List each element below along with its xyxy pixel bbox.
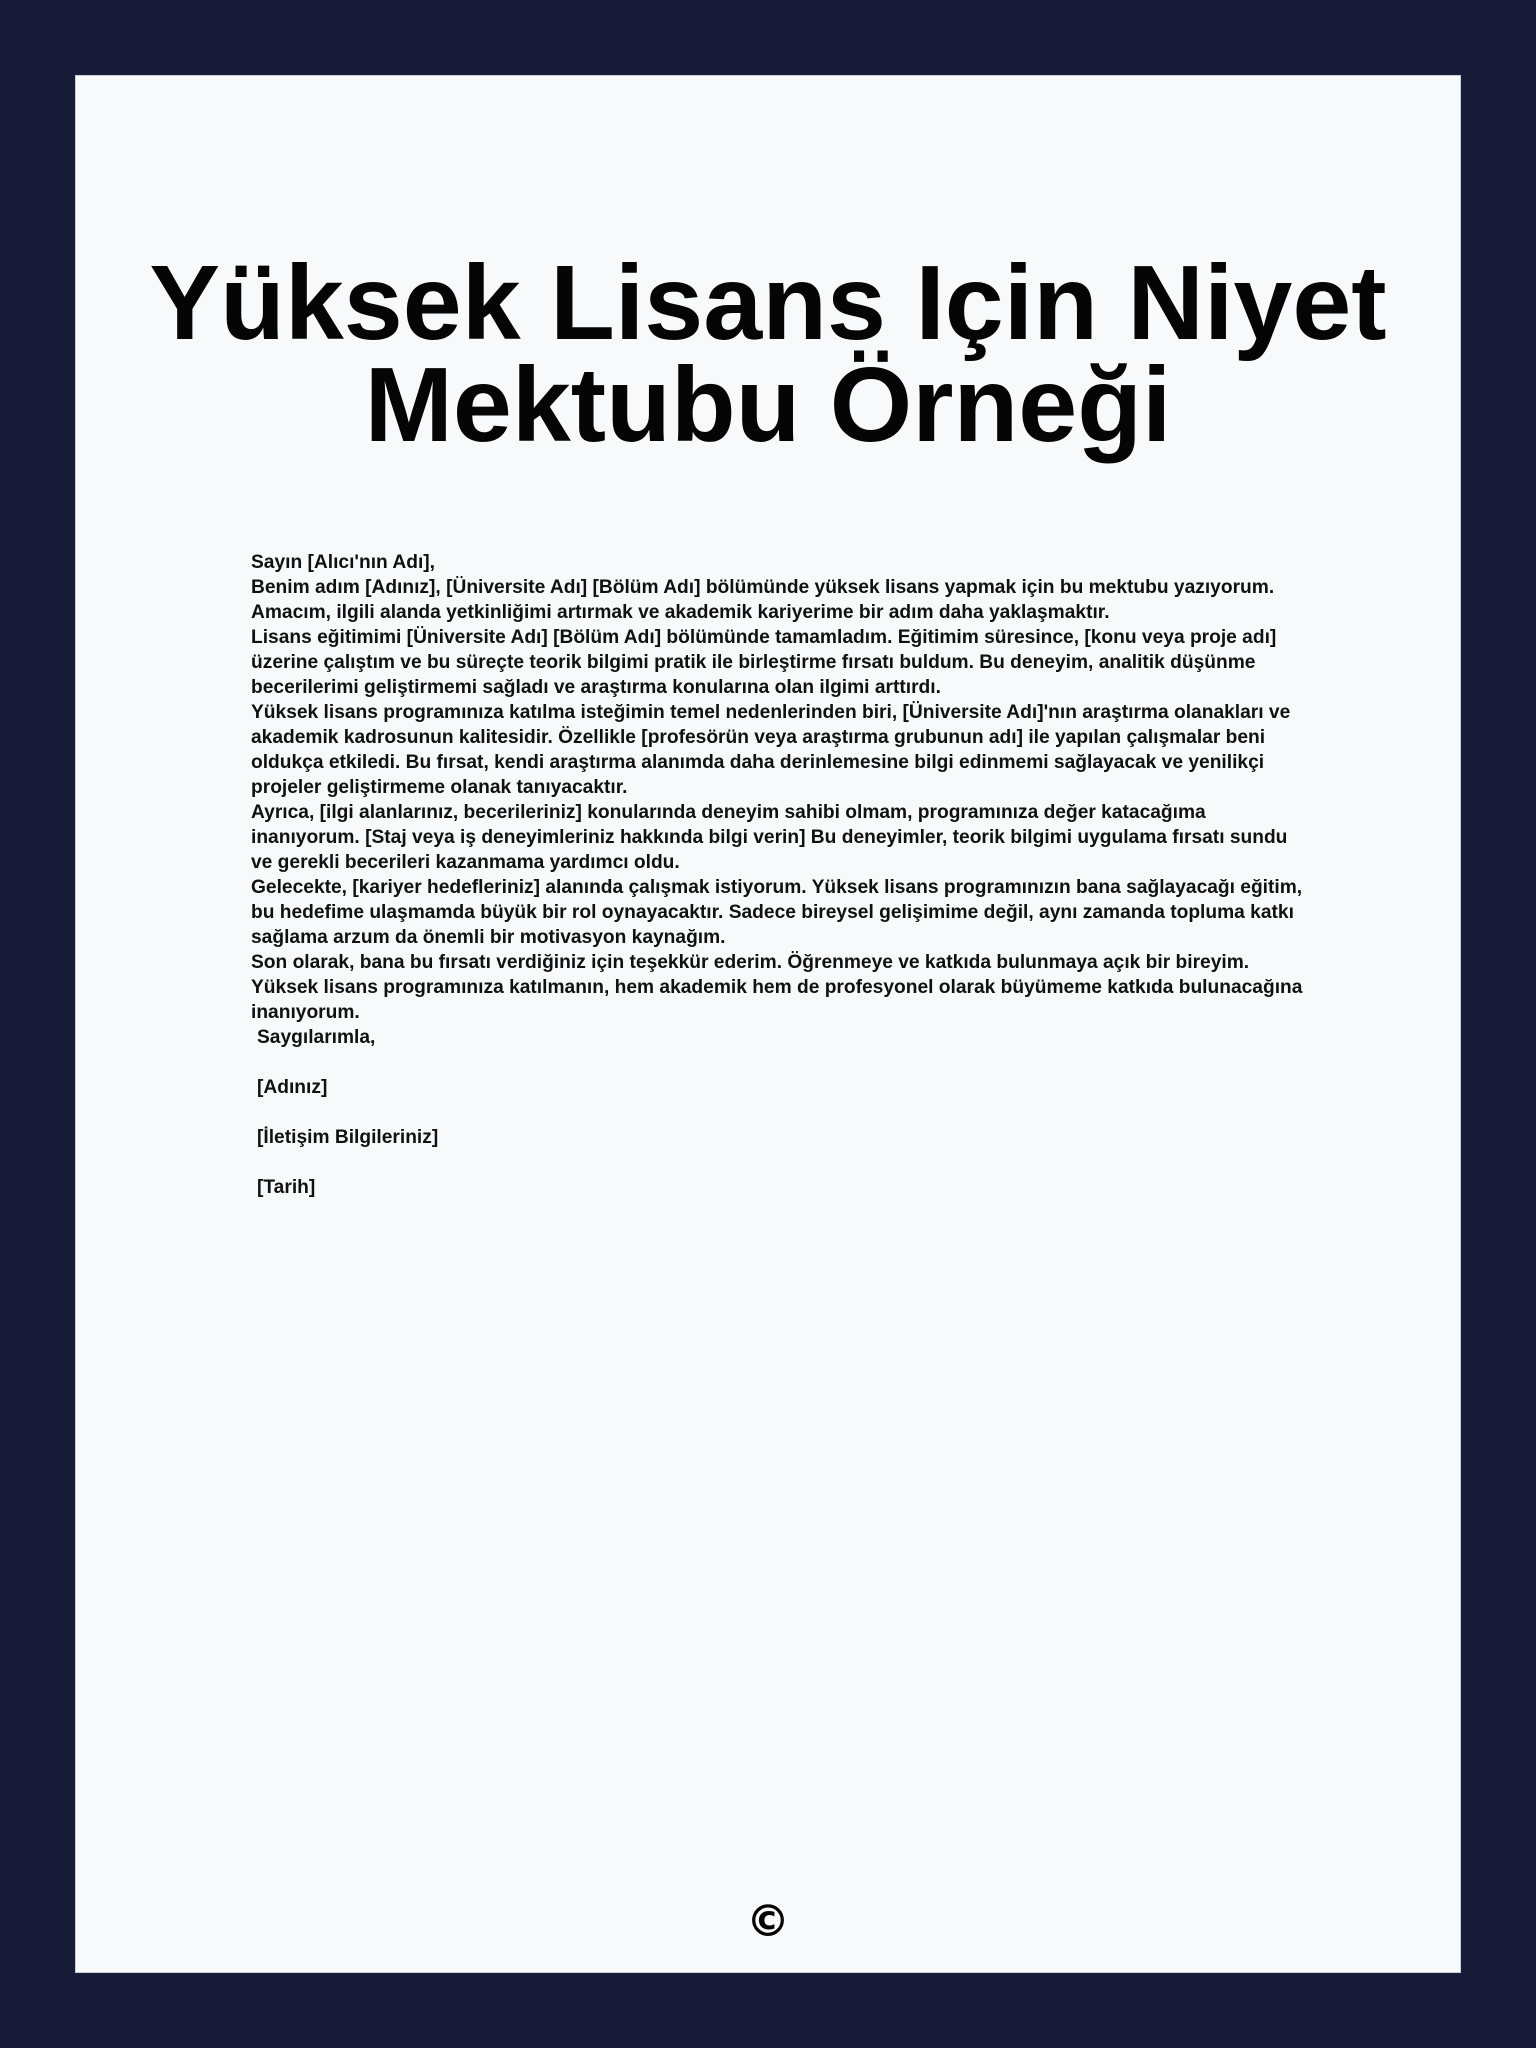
letter-body: [251, 550, 1311, 1200]
copyright-icon: ©: [746, 1896, 790, 1947]
letter-paragraph-1: Benim adım [Adınız], [Üniversite Adı] [Bölüm Adı] bölümünde yüksek lisans yapmak için bu mektubu yazıyorum. Amacım, ilgili alanda yetkinliğimi artırmak ve akademik kariyerime bir adım daha yaklaşmaktır.: [251, 577, 1275, 623]
letter-regards: Saygılarımla,: [257, 1027, 376, 1048]
document-title: Yüksek Lisans Için Niyet Mektubu Örneği: [149, 244, 1387, 464]
letter-paragraph-6: Son olarak, bana bu fırsatı verdiğiniz için teşekkür ederim. Öğrenmeye ve katkıda bulunmaya açık bir bireyim. Yüksek lisans programınıza katılmanın, hem akademik hem de profesyonel olarak büyümeme katkıda bulunacağına inanıyorum.: [251, 952, 1303, 1023]
letter-salutation: Sayın [Alıcı'nın Adı],: [251, 552, 436, 573]
document-page: [75, 75, 1461, 1973]
letter-paragraph-2: Lisans eğitimimi [Üniversite Adı] [Bölüm Adı] bölümünde tamamladım. Eğitimim süresince, [konu veya proje adı] üzerine çalıştım ve bu süreçte teorik bilgimi pratik ile birleştirme fırsatı buldum. Bu deneyim, analitik düşünme becerilerimi geliştirmemi sağladı ve araştırma konularına olan ilgimi arttırdı.: [251, 627, 1277, 698]
letter-contact-info: [İletişim Bilgileriniz]: [257, 1127, 439, 1148]
letter-paragraph-5: Gelecekte, [kariyer hedefleriniz] alanında çalışmak istiyorum. Yüksek lisans programınızın bana sağlayacağı eğitim, bu hedefime ulaşmamda büyük bir rol oynayacaktır. Sadece bireysel gelişimime değil, aynı zamanda topluma katkı sağlama arzum da önemli bir motivasyon kaynağım.: [251, 877, 1303, 948]
letter-paragraph-3: Yüksek lisans programınıza katılma isteğimin temel nedenlerinden biri, [Üniversite Adı]'nın araştırma olanakları ve akademik kadrosunun kalitesidir. Özellikle [profesörün veya araştırma grubunun adı] ile yapılan çalışmalar beni oldukça etkiledi. Bu fırsat, kendi araştırma alanımda daha derinlemesine bilgi edinmemi sağlayacak ve yenilikçi projeler geliştirmeme olanak tanıyacaktır.: [251, 702, 1291, 798]
letter-signature-name: [Adınız]: [257, 1077, 328, 1098]
letter-paragraph-4: Ayrıca, [ilgi alanlarınız, becerileriniz] konularında deneyim sahibi olmam, programınıza değer katacağıma inanıyorum. [Staj veya iş deneyimleriniz hakkında bilgi verin] Bu deneyimler, teorik bilgimi uygulama fırsatı sundu ve gerekli becerileri kazanmama yardımcı oldu.: [251, 802, 1288, 873]
letter-date: [Tarih]: [257, 1177, 316, 1198]
